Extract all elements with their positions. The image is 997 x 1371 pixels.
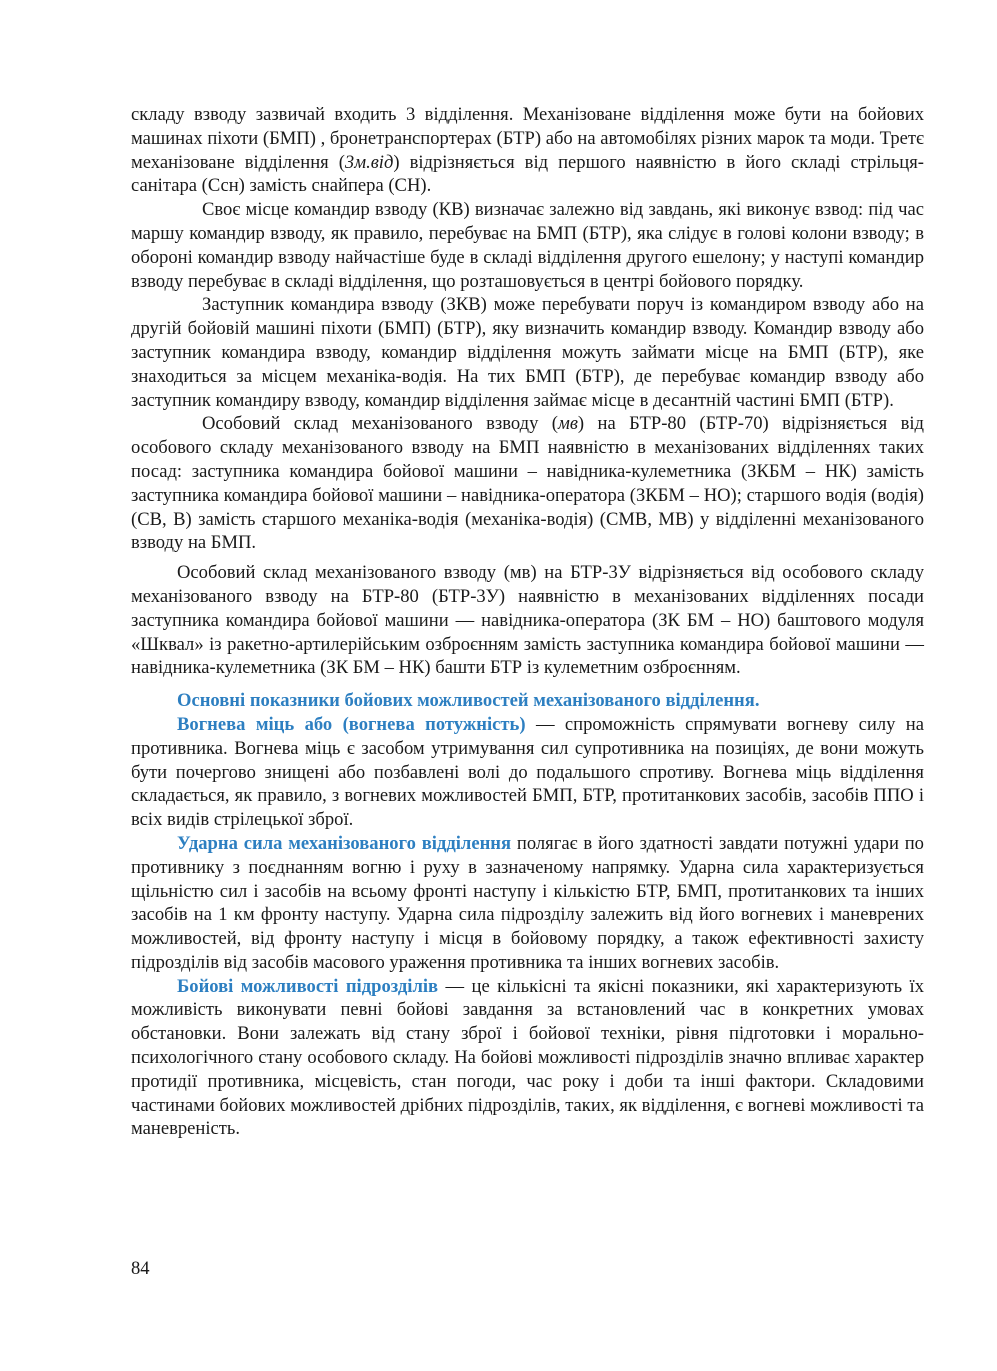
paragraph-text: Особовий склад механізованого взводу ( (202, 413, 558, 435)
paragraph-striking-power (131, 832, 924, 975)
paragraph-text: ) на БТР-80 (БТР-70) відрізняється від особового складу механізованого взводу на БМП наявністю в механізованих відділеннях таких посад: заступника командира бойової машини – навідника-кулеметника (ЗКБМ – НК) замість заступника командира бойової машини – навідника-оператора (ЗКБМ – НО); старшого водія (водія) (СВ, В) замість старшого механіка-водія (механіка-водія) (СМВ, МВ) у відділенні механізованого взводу на БМП. (131, 413, 924, 554)
page-number: 84 (131, 1258, 150, 1279)
paragraph-platoon-composition (131, 103, 924, 198)
paragraph-text: полягає в його здатності завдати потужні удари по противнику з поєднанням вогню і руху в зазначеному напрямку. Ударна сила характеризується щільністю сил і засобів на всьому фронті наступу і кількістю БТР, БМП, протитанкових та інших засобів на 1 км фронту наступу. Ударна сила підрозділу залежить від його вогневих і маневрених можливостей, від фронту наступу і місця в бойовому порядку, а також ефективності захисту підрозділів від засобів масового ураження противника та інших вогневих засобів. (131, 832, 924, 973)
italic-abbreviation: 3м.від (344, 151, 394, 173)
paragraph-firepower (131, 713, 924, 832)
section-heading (131, 689, 924, 713)
italic-abbreviation: мв (557, 413, 578, 435)
term-striking-power: Ударна сила механізованого відділення (177, 832, 512, 854)
section-heading-text: Основні показники бойових можливостей механізованого відділення. (177, 690, 760, 712)
paragraph-commander-position: Своє місце командир взводу (КВ) визначає залежно від завдань, які виконує взвод: під час маршу командир взводу, як правило, перебуває на БМП (БТР), яка слідує в голові колони взводу; в обороні командир взводу найчастіше буде в складі відділення другого ешелону; у наступі командир взводу перебуває в складі відділення, що розташовується в центрі бойового порядку. (131, 199, 924, 292)
body-text (131, 103, 924, 1141)
term-combat-capabilities: Бойові можливості підрозділів (177, 975, 439, 997)
paragraph-text: — це кількісні та якісні показники, які характеризують їх можливість виконувати певні бойові завдання за встановлений час в конкретних умовах обстановки. Вони залежать від стану зброї і бойової техніки, рівня підготовки і морально-психологічного стану особового складу. На бойові можливості підрозділів значно впливає характер протидії противника, місцевість, стан погоди, час року і доби та інші фактори. Складовими частинами бойових можливостей дрібних підрозділів, таких, як відділення, є вогневі можливості та маневреність. (131, 975, 924, 1140)
term-firepower: Вогнева міць або (вогнева потужність) (177, 713, 526, 735)
paragraph-text: — спроможність спрямувати вогневу силу на противника. Вогнева міць є засобом утримування сил супротивника на позиціях, де вони можуть бути почергово знищені або позбавлені волі до подальшого спротиву. Вогнева міць відділення складається, як правило, з вогневих можливостей БМП, БТР, протитанкових засобів, засобів ППО і всіх видів стрілецької зброї. (131, 713, 924, 831)
paragraph-combat-capabilities (131, 975, 924, 1142)
paragraph-btr80-personnel (131, 412, 924, 555)
paragraph-btr3u-personnel: Особовий склад механізованого взводу (мв) на БТР-3У відрізняється від особового складу механізованого взводу на БТР-80 (БТР-3У) наявністю в механізованих відділеннях посади заступника командира бойової машини — навідника-оператора (ЗК БМ – НО) баштового модуля «Шквал» із ракетно-артилерійським озброєнням замість заступника командира бойової машини — навідника-кулеметника (ЗК БМ – НК) башти БТР із кулеметним озброєнням. (131, 562, 924, 679)
paragraph-text: ) відрізняється від першого наявністю в його складі стрільця-санітара (Ссн) замість снайпера (СН). (131, 151, 924, 197)
paragraph-deputy-commander: Заступник командира взводу (ЗКВ) може перебувати поруч із командиром взводу або на другій бойовій машині піхоти (БМП) (БТР), яку визначить командир взводу. Командир взводу або заступник командира взводу, командир відділення можуть займати місце на БМП (БТР), яке знаходиться за місцем механіка-водія. На тих БМП (БТР), де перебуває командир взводу або заступник командиру взводу, командир відділення займає місце в десантній частині БМП (БТР). (131, 294, 924, 411)
paragraph-text: складу взводу зазвичай входить 3 відділення. Механізоване відділення може бути на бойових машинах піхоти (БМП) , бронетранспортерах (БТР) або на автомобілях різних марок та моди. Третє механізоване відділення ( (131, 104, 924, 173)
